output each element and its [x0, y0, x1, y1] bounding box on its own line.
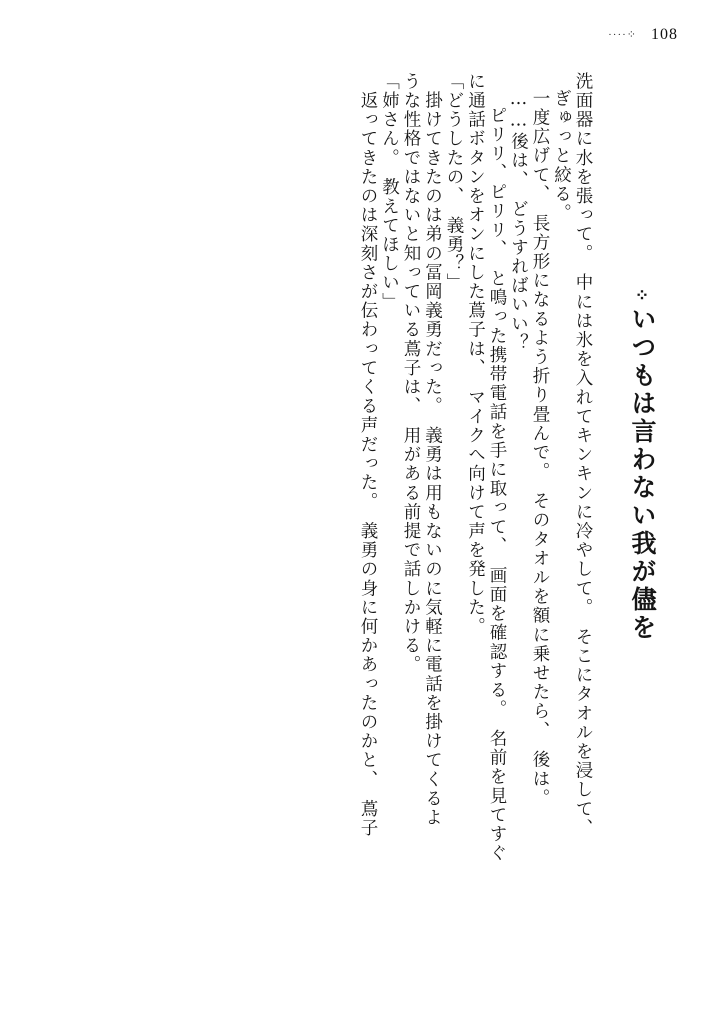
text-column: 「どうしたの、 義勇？」	[444, 72, 464, 293]
header-ornament-icon: ····⁘	[608, 29, 637, 41]
title-ornament-icon: ⁘	[632, 286, 652, 306]
text-column: ぎゅっと絞る。	[551, 89, 572, 223]
page-number: 108	[651, 26, 678, 43]
text-column: ……後は、 どうすればいい？	[508, 89, 529, 353]
text-column: うな性格ではないと知っている蔦子は、 用がある前提で話しかける。	[401, 72, 421, 675]
text-column: ピリリ、ピリリ、 と鳴った携帯電話を手に取って、 画面を確認する。 名前を見てすぐ	[487, 106, 507, 863]
chapter-title	[605, 72, 680, 642]
text-column: 返ってきたのは深刻さが伝わってくる声だった。 義勇の身に何かあったのかと、 蔦子	[358, 72, 378, 838]
vertical-text-body	[56, 72, 680, 988]
chapter-title-text: いつもは言わない我が儘を	[628, 306, 657, 642]
text-column: 一度広げて、 長方形になるよう折り畳んで。 そのタオルを額に乗せたら、 後は。	[530, 89, 550, 808]
text-column: 「姉さん。 教えてほしい」	[379, 72, 400, 312]
page-header	[608, 26, 678, 44]
text-column: 掛けてきたのは弟の冨岡義勇だった。 義勇は用もないのに気軽に電話を掛けてくるよ	[422, 72, 443, 828]
text-column: 洗面器に水を張って。 中には氷を入れてキンキンに冷やして。 そこにタオルを浸して、	[573, 72, 593, 838]
text-column: に通話ボタンをオンにした蔦子は、 マイクへ向けて声を発した。	[465, 72, 486, 637]
